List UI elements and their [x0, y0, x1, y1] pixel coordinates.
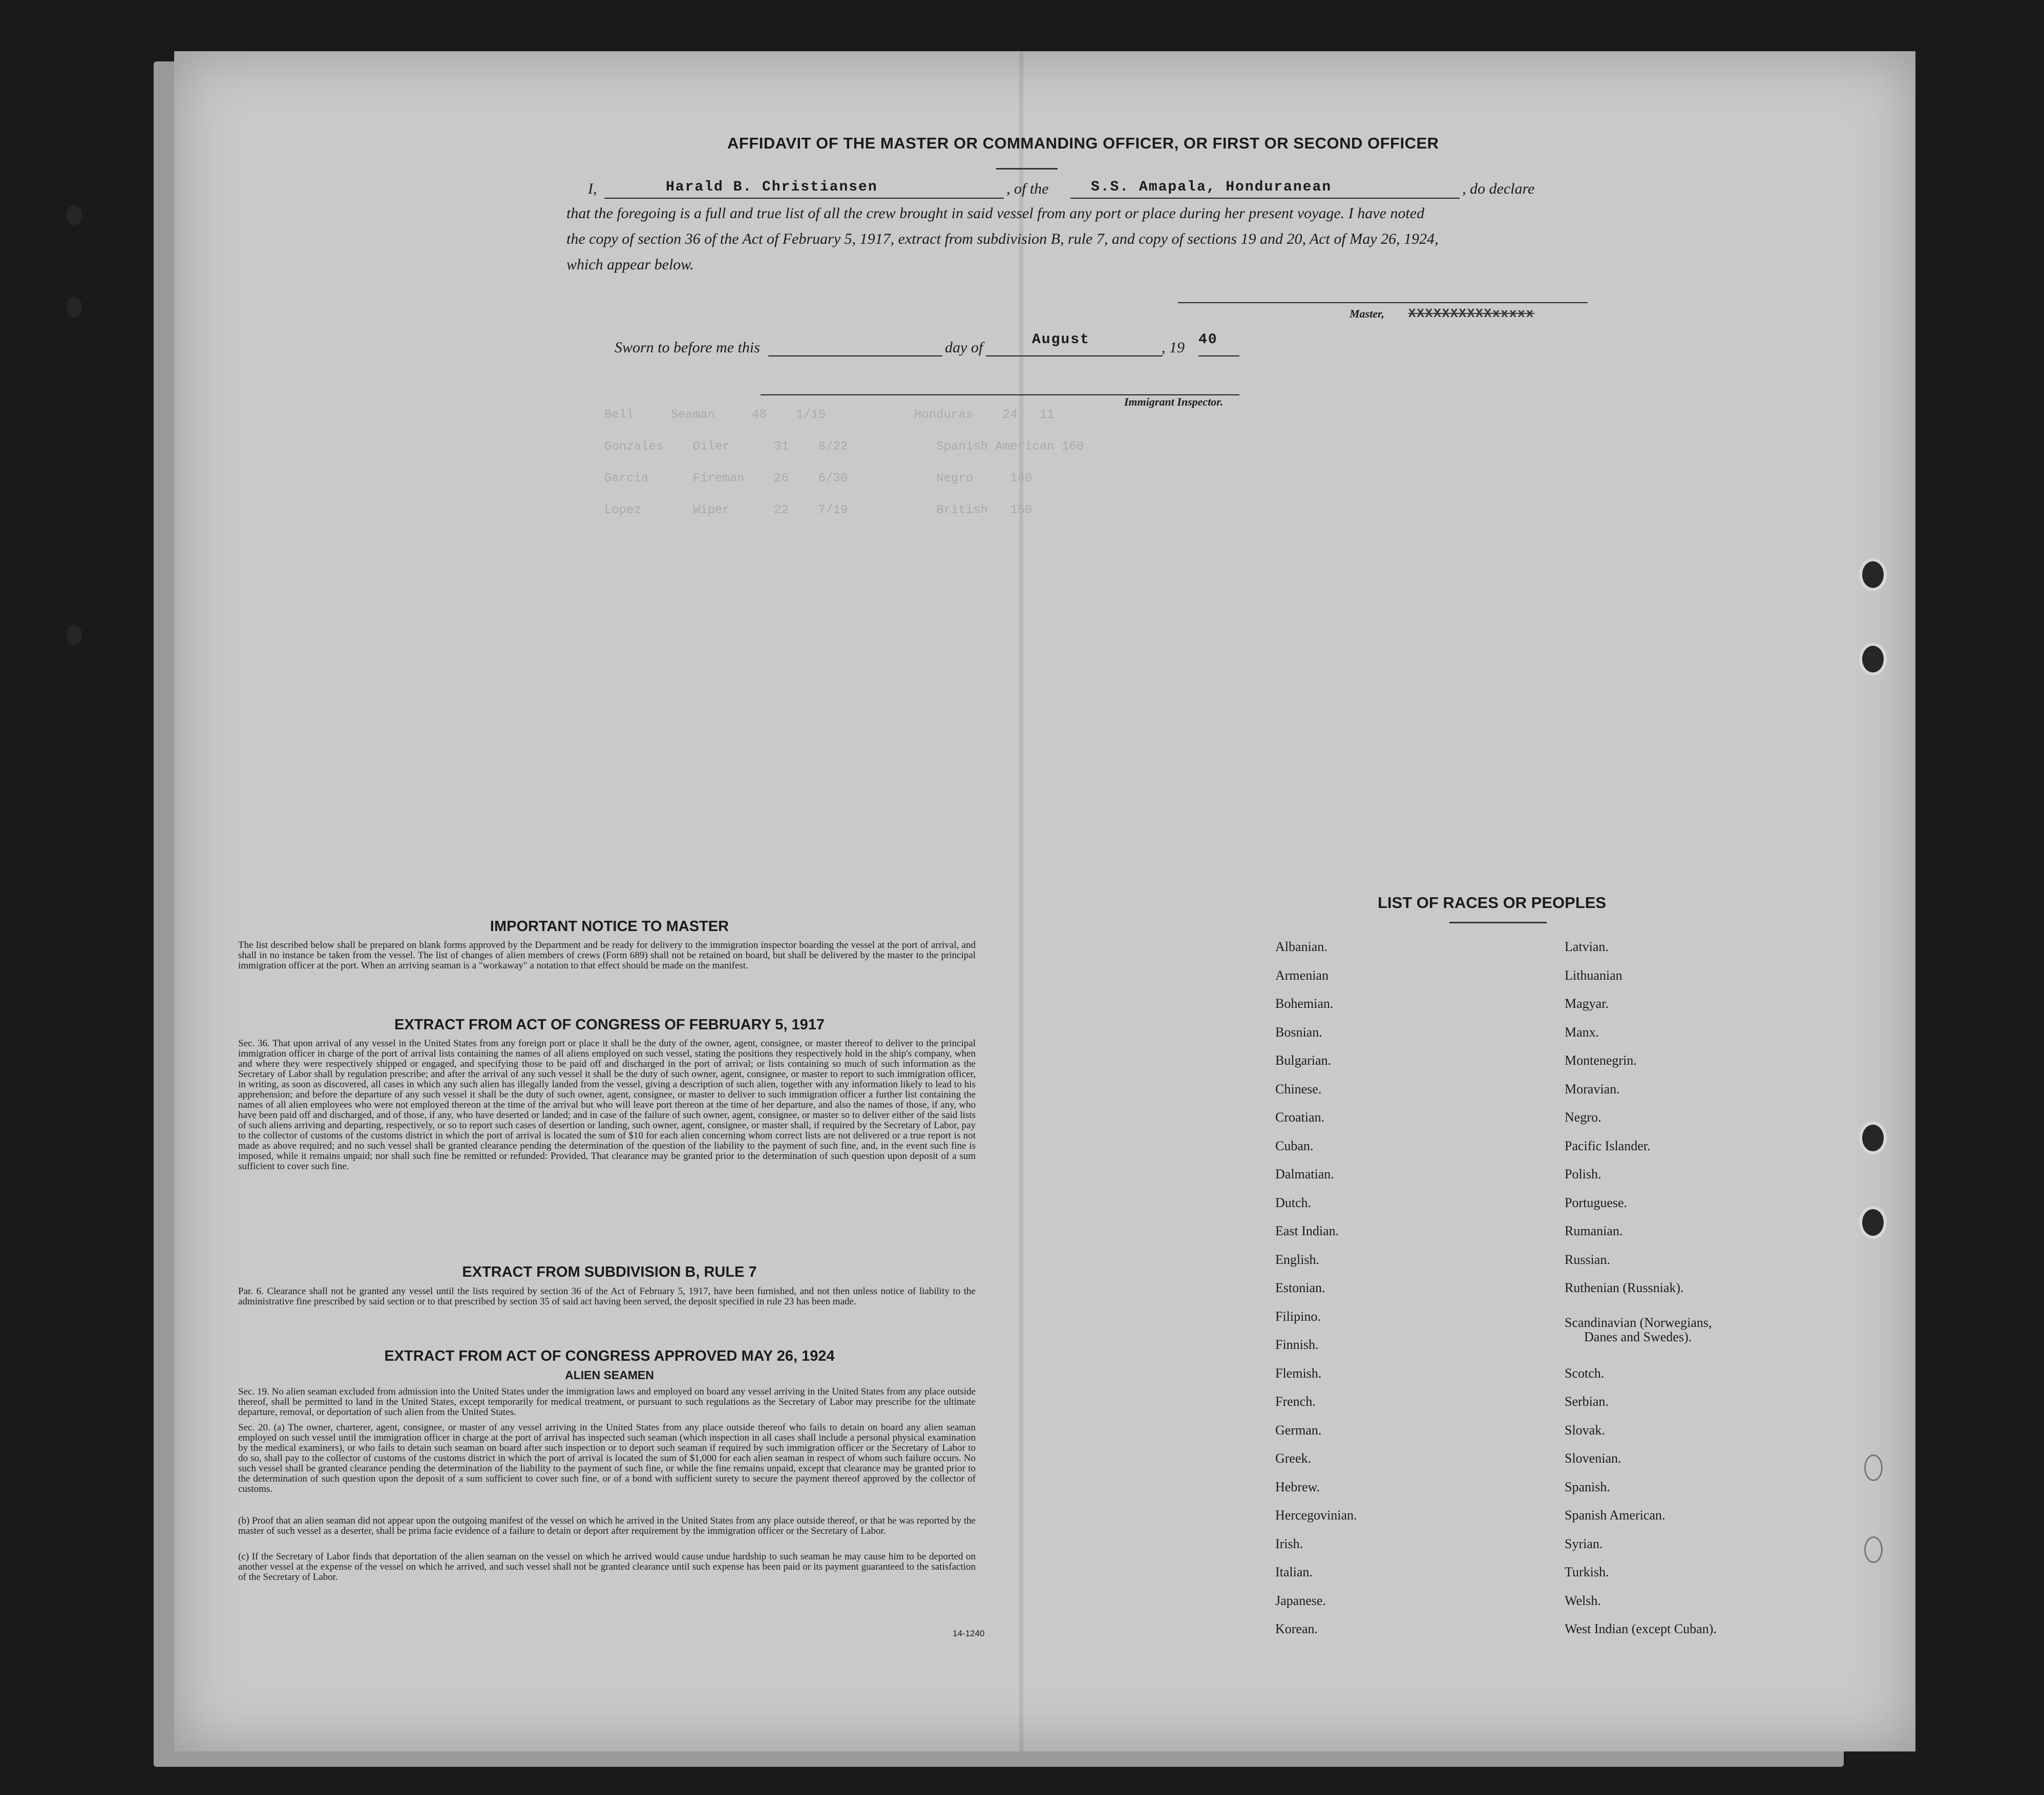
punch-hole [1859, 1122, 1887, 1154]
race-item: Flemish. [1275, 1365, 1322, 1381]
race-item: Lithuanian [1565, 967, 1622, 983]
affidavit-title: AFFIDAVIT OF THE MASTER OR COMMANDING OFFICER, OR FIRST OR SECOND OFFICER [727, 134, 1439, 152]
race-item: Japanese. [1275, 1593, 1326, 1608]
race-item: Magyar. [1565, 996, 1609, 1011]
race-item: Bulgarian. [1275, 1053, 1332, 1068]
binding-hole [67, 205, 82, 225]
inspector-signature-line[interactable] [761, 379, 1239, 395]
race-item: Turkish. [1565, 1565, 1609, 1579]
race-item: Welsh. [1565, 1593, 1601, 1608]
subdivision-text: Par. 6. Clearance shall not be granted any vessel until the lists required by section 36 of the Act of February 5, 1917, have been furnished, and not then unless notice of liability to the administrative fine prescribed by said section or to that prescribed by section 35 of said act having been served, the deposit specified in rule 23 has been made. [238, 1286, 976, 1307]
race-item: Estonian. [1275, 1280, 1325, 1295]
page-fold [1019, 51, 1023, 1751]
race-item: Scandinavian (Norwegians, [1565, 1315, 1712, 1330]
sec-20c-text: (c) If the Secretary of Labor finds that deportation of the alien seaman on the vessel on which he arrived would cause undue hardship to such seaman he may cause him to be deported on another vessel at the expense of the vessel on which he arrived, and such vessel shall not be granted clearance until such expense has been paid or its payment guaranteed to the satisfaction of the Secretary of Labor. [238, 1551, 976, 1582]
race-item-continued: Danes and Swedes). [1584, 1329, 1692, 1344]
race-item: German. [1275, 1422, 1322, 1438]
sec-19-text: Sec. 19. No alien seaman excluded from admission into the United States under the immigration laws and employed on board any vessel arriving in the United States from any place outside thereof, shall be permitted to land in the United States, except temporarily for medical treatment, or pursuant to such regulations as the Secretary of Labor may prescribe for the ultimate departure, removal, or deportation of such alien from the United States. [238, 1386, 976, 1418]
races-left-column [1275, 939, 1531, 1650]
race-item: Slovak. [1565, 1422, 1605, 1438]
day-of-label: day of [945, 339, 983, 356]
race-item: Dutch. [1275, 1195, 1312, 1210]
race-item: Serbian. [1565, 1394, 1609, 1409]
race-item: Chinese. [1275, 1081, 1322, 1096]
race-item: Korean. [1275, 1621, 1318, 1636]
race-item: Irish. [1275, 1536, 1303, 1551]
sworn-year-field[interactable] [1198, 332, 1239, 356]
race-item: Spanish. [1565, 1479, 1610, 1494]
affidavit-line-4: which appear below. [566, 256, 694, 273]
race-item: Slovenian. [1565, 1451, 1621, 1466]
notice-text: The list described below shall be prepared on blank forms approved by the Department and be ready for delivery to the immigration inspector boarding the vessel at the port of arrival, and shall in no instance be taken from the vessel. The list of changes of alien members of crews (Form 689) shall not be retained on board, but shall be delivered by the master to the principal immigration officer at the port. When an arriving seaman is a "workaway" a notation to that effect should be made on the manifest. [238, 940, 976, 971]
master-name: Harald B. Christiansen [666, 179, 878, 195]
subdivision-title: EXTRACT FROM SUBDIVISION B, RULE 7 [462, 1264, 757, 1280]
affidavit-line-3: the copy of section 36 of the Act of February 5, 1917, extract from subdivision B, rule 7, and copy of sections 19 and 20, Act of May 26, 1924, [566, 230, 1439, 247]
race-item: Ruthenian (Russniak). [1565, 1280, 1684, 1295]
alien-seamen-subtitle: ALIEN SEAMEN [565, 1368, 654, 1382]
sworn-month: August [1032, 332, 1090, 348]
affidavit-declare: , do declare [1462, 180, 1535, 197]
punch-hole [1859, 643, 1887, 675]
race-item: Rumanian. [1565, 1223, 1623, 1238]
race-item: Cuban. [1275, 1138, 1314, 1153]
race-item: Hebrew. [1275, 1479, 1320, 1494]
binding-hole [67, 297, 82, 318]
master-name-field[interactable] [604, 179, 1004, 199]
sworn-month-field[interactable] [986, 332, 1163, 356]
sworn-label: Sworn to before me this [615, 339, 760, 356]
sec-20a-text: Sec. 20. (a) The owner, charterer, agent, consignee, or master of any vessel arriving in the United States from any place outside thereof who fails to detain on board any alien seaman employed on such vessel until the immigration officer in charge at the port of arrival has inspected such seaman (which inspection in all cases shall include a personal physical examination by the medical examiners), or who fails to detain such seaman on board after such inspection or to deport such seaman if required by such immigration officer or the Secretary of Labor to do so, shall pay to the collector of customs of the customs district in which the port of arrival is located the sum of $1,000 for each alien seaman in respect of whom such failure occurs. No such vessel shall be granted clearance pending the determination of the liability to the payment of such fine, or while the fine remains unpaid, except that clearance may be granted prior to the determination of such question upon the deposit of a sum sufficient to cover such fine, or of a bond with sufficient surety to secure the payment thereof approved by the collector of customs. [238, 1422, 976, 1494]
race-item: Hercegovinian. [1275, 1508, 1357, 1523]
race-item: Dalmatian. [1275, 1167, 1334, 1181]
race-item: Negro. [1565, 1110, 1602, 1125]
race-item: Italian. [1275, 1565, 1313, 1579]
form-number: 14-1240 [953, 1629, 985, 1638]
race-item: Filipino. [1275, 1308, 1321, 1324]
race-item: Manx. [1565, 1024, 1599, 1040]
sworn-day-field[interactable] [768, 338, 942, 356]
race-item: Pacific Islander. [1565, 1138, 1651, 1153]
punch-hole-outline [1864, 1454, 1883, 1481]
race-item: Armenian [1275, 967, 1329, 983]
title-rule [996, 168, 1058, 170]
vessel-field[interactable] [1070, 179, 1460, 199]
races-right-column [1565, 939, 1851, 1650]
race-item: Latvian. [1565, 939, 1609, 954]
race-item: East Indian. [1275, 1223, 1339, 1238]
extract-1917-text: Sec. 36. That upon arrival of any vessel in the United States from any foreign port or place it shall be the duty of the owner, agent, consignee, or master thereof to deliver to the principal immigration officer in charge of the port of arrival lists containing the names of all aliens employed on such vessel, stating the positions they respectively hold in the ship's company, when and where they were respectively shipped or engaged, and specifying those to be paid off and discharged in the port of arrival; or lists containing so much of such information as the Secretary of Labor shall by regulation prescribe; and after the arrival of any such vessel it shall be the duty of such owner, agent, consignee, or master to report to such immigration officer, in writing, as soon as discovered, all cases in which any such alien has illegally landed from the vessel, giving a description of such alien, together with any information likely to lead to his apprehension; and before the departure of any such vessel it shall be the duty of such owner, agent, consignee, or master to deliver to such immigration officer a further list containing the names of all alien employees who were not employed thereon at the time of the arrival but who will leave port thereon at the time of her departure, and also the names of those, if any, who have been paid off and discharged, and of those, if any, who have deserted or landed; and in case of the failure of such owner, agent, consignee, or master so to deliver either of the said lists of such aliens arriving and departing, respectively, or so to report such cases of desertion or landing, such owner, agent, consignee, or master shall, if required by the Secretary of Labor, pay to the collector of customs of the customs district in which the port of arrival is located the sum of $10 for each alien concerning whom correct lists are not delivered or a true report is not made as above required; and no such vessel shall be granted clearance pending the determination of the question of the liability to the payment of such fine, and, in the event such fine is imposed, while it remains unpaid; nor shall such fine be remitted or refunded: Provided, That clearance may be granted prior to the determination of such question upon deposit of a sum sufficient to cover such fine. [238, 1038, 976, 1172]
race-item: Albanian. [1275, 939, 1327, 954]
race-item: English. [1275, 1252, 1319, 1267]
struck-text: XXXXXXXXXXxxxxx [1408, 307, 1535, 321]
races-rule [1449, 922, 1547, 923]
sworn-year: 40 [1198, 332, 1218, 348]
race-item: Montenegrin. [1565, 1053, 1637, 1068]
race-item: Greek. [1275, 1451, 1312, 1466]
punch-hole [1859, 558, 1887, 591]
sec-20b-text: (b) Proof that an alien seaman did not appear upon the outgoing manifest of the vessel on which he arrived in the United States from any place outside thereof, or that he was reported by the master of such vessel as a deserter, shall be prima facie evidence of a failure to detain or deport after requirement by the immigration officer or the Secretary of Labor. [238, 1515, 976, 1536]
affidavit-line-2: that the foregoing is a full and true list of all the crew brought in said vessel from any port or place during her present voyage. I have noted [566, 205, 1425, 222]
race-item: Portuguese. [1565, 1195, 1628, 1210]
notice-title: IMPORTANT NOTICE TO MASTER [490, 918, 729, 935]
race-item: Bosnian. [1275, 1024, 1322, 1040]
affidavit-i: I, [588, 180, 597, 197]
race-item: Bohemian. [1275, 996, 1334, 1011]
immigrant-inspector-label: Immigrant Inspector. [1124, 395, 1224, 408]
punch-hole-outline [1864, 1536, 1883, 1563]
race-item: Syrian. [1565, 1536, 1603, 1551]
race-item: Moravian. [1565, 1081, 1620, 1096]
master-signature-line[interactable] [1178, 287, 1588, 303]
year-prefix: , 19 [1162, 339, 1185, 356]
extract-1924-title: EXTRACT FROM ACT OF CONGRESS APPROVED MAY 26, 1924 [384, 1348, 835, 1364]
race-item: Croatian. [1275, 1110, 1325, 1125]
punch-hole [1859, 1206, 1887, 1239]
master-label: Master, [1350, 307, 1384, 320]
show-through-text: Bell Seaman 48 1/15 Honduras 24 11 Gonzales Oiler 31 8/22 Spanish American 160 Garcia Fireman 26 6/30 Negro 140 Lopez Wiper 22 7/19 British 150 [604, 408, 1084, 517]
extract-1917-title: EXTRACT FROM ACT OF CONGRESS OF FEBRUARY 5, 1917 [394, 1017, 825, 1033]
vessel-name: S.S. Amapala, Honduranean [1091, 179, 1332, 195]
race-item: French. [1275, 1394, 1316, 1409]
races-title: LIST OF RACES OR PEOPLES [1378, 894, 1607, 912]
race-item: West Indian (except Cuban). [1565, 1621, 1717, 1636]
race-item: Spanish American. [1565, 1508, 1666, 1523]
race-item: Russian. [1565, 1252, 1610, 1267]
binding-hole [67, 625, 82, 645]
affidavit-of-the: , of the [1006, 180, 1049, 197]
race-item: Finnish. [1275, 1337, 1319, 1352]
race-item: Polish. [1565, 1167, 1602, 1181]
race-item: Scotch. [1565, 1365, 1605, 1381]
